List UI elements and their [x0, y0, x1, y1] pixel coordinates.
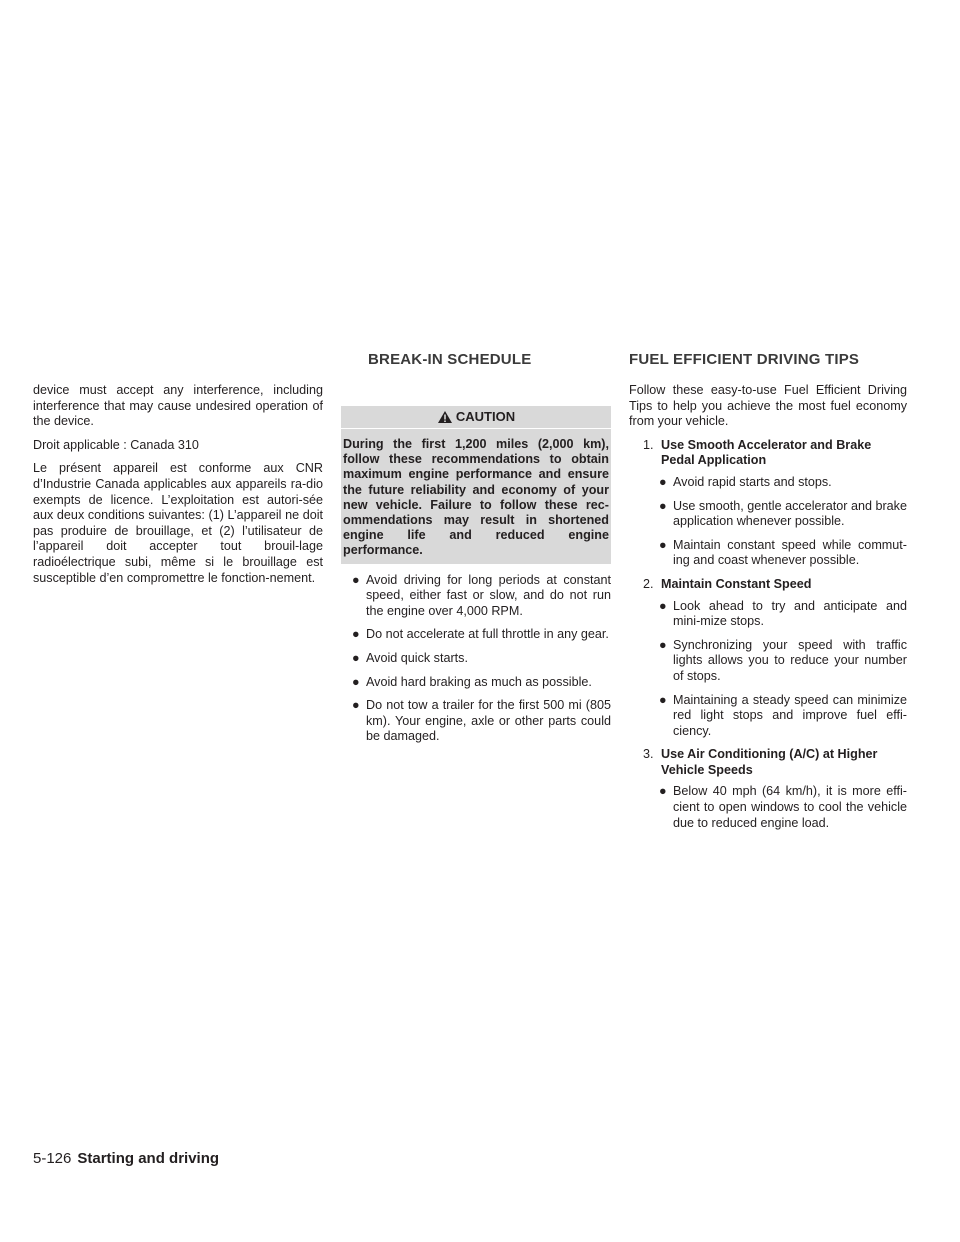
- tip-number: 2.: [643, 576, 654, 591]
- bullet-icon: ●: [659, 474, 667, 489]
- caution-text: During the first 1,200 miles (2,000 km), follow these recommendations to obtain maximum engine performance and ensure the future reliability and economy of your new vehicle. Failure to follow these rec-ommendations may result in shortened engine life and reduced engine performance.: [341, 429, 611, 564]
- list-item: ● Maintaining a steady speed can minimize red light stops and improve fuel effi-ciency.: [659, 692, 907, 738]
- list-item: ● Look ahead to try and anticipate and mini-mize stops.: [659, 598, 907, 629]
- bullet-icon: ●: [659, 637, 667, 652]
- bullet-icon: ●: [352, 674, 360, 689]
- warning-triangle-icon: [437, 410, 453, 424]
- bullet-icon: ●: [659, 498, 667, 513]
- middle-column: [341, 406, 611, 753]
- list-item: ● Avoid rapid starts and stops.: [659, 474, 832, 489]
- bullet-icon: ●: [659, 537, 667, 552]
- paragraph-french-notice: Le présent appareil est conforme aux CNR d’Industrie Canada applicables aux appareils ra-dio exempts de licence. L’exploitation est autori-sée aux deux conditions suivantes: (1) L’appareil ne doit pas produire de brouillage, et (2) l’utilisateur de l’appareil doit accepter tout brouil-lage radioélectrique subi, même si le brouillage est susceptible d’en compromettre le fonction-nement.: [33, 461, 323, 585]
- caution-title: CAUTION: [455, 409, 516, 424]
- tip-title: 2. Maintain Constant Speed: [643, 576, 812, 591]
- tip-item: [629, 438, 907, 569]
- bullet-icon: ●: [352, 572, 360, 587]
- bullet-icon: ●: [352, 651, 360, 665]
- caution-box: [341, 406, 611, 564]
- list-item: ● Do not tow a trailer for the first 500 mi (805 km). Your engine, axle or other parts could be damaged.: [352, 698, 611, 744]
- tip-title: 3. Use Air Conditioning (A/C) at Higher Vehicle Speeds: [643, 747, 878, 777]
- heading-fuel-efficient-driving-tips: FUEL EFFICIENT DRIVING TIPS: [629, 351, 860, 368]
- paragraph-interference: device must accept any interference, including interference that may cause undesired operation of the device.: [33, 383, 323, 429]
- list-item: ● Below 40 mph (64 km/h), it is more effi-cient to open windows to cool the vehicle due to reduced engine load.: [659, 784, 907, 830]
- tip-number: 3.: [643, 747, 654, 762]
- fuel-tips-intro: Follow these easy-to-use Fuel Efficient Driving Tips to help you achieve the most fuel economy from your vehicle.: [629, 383, 907, 429]
- bullet-icon: ●: [659, 692, 667, 707]
- page-footer: [33, 1150, 219, 1167]
- bullet-icon: ●: [352, 698, 360, 713]
- list-item: ● Avoid driving for long periods at constant speed, either fast or slow, and do not run the engine over 4,000 RPM.: [352, 572, 611, 618]
- caution-header: [341, 406, 611, 429]
- list-item: ● Avoid hard braking as much as possible.: [352, 674, 592, 689]
- tip-bullets: [629, 475, 907, 569]
- page-number: 5-126: [33, 1150, 72, 1167]
- list-item: ● Do not accelerate at full throttle in any gear.: [352, 627, 609, 642]
- bullet-icon: ●: [659, 598, 667, 613]
- tip-item: [629, 577, 907, 739]
- right-column: [629, 383, 907, 839]
- break-in-bullets: [341, 573, 611, 745]
- tip-bullets: [629, 599, 907, 740]
- list-item: ● Use smooth, gentle accelerator and brake application whenever possible.: [659, 498, 907, 529]
- fuel-tips-list: [629, 438, 907, 831]
- list-item: ● Synchronizing your speed with traffic lights allows you to reduce your number of stops.: [659, 637, 907, 683]
- tip-bullets: [629, 784, 907, 831]
- paragraph-droit-applicable: Droit applicable : Canada 310: [33, 437, 199, 452]
- bullet-icon: ●: [352, 627, 360, 642]
- section-name: Starting and driving: [77, 1150, 220, 1167]
- list-item: ● Maintain constant speed while commut-ing and coast whenever possible.: [659, 537, 907, 568]
- tip-item: [629, 747, 907, 831]
- list-item: ● Avoid quick starts.: [352, 651, 468, 665]
- left-column: [33, 383, 323, 594]
- tip-title: 1. Use Smooth Accelerator and Brake Pedal Application: [643, 437, 872, 468]
- bullet-icon: ●: [659, 784, 667, 799]
- heading-break-in-schedule: BREAK-IN SCHEDULE: [368, 351, 532, 368]
- tip-number: 1.: [643, 437, 654, 452]
